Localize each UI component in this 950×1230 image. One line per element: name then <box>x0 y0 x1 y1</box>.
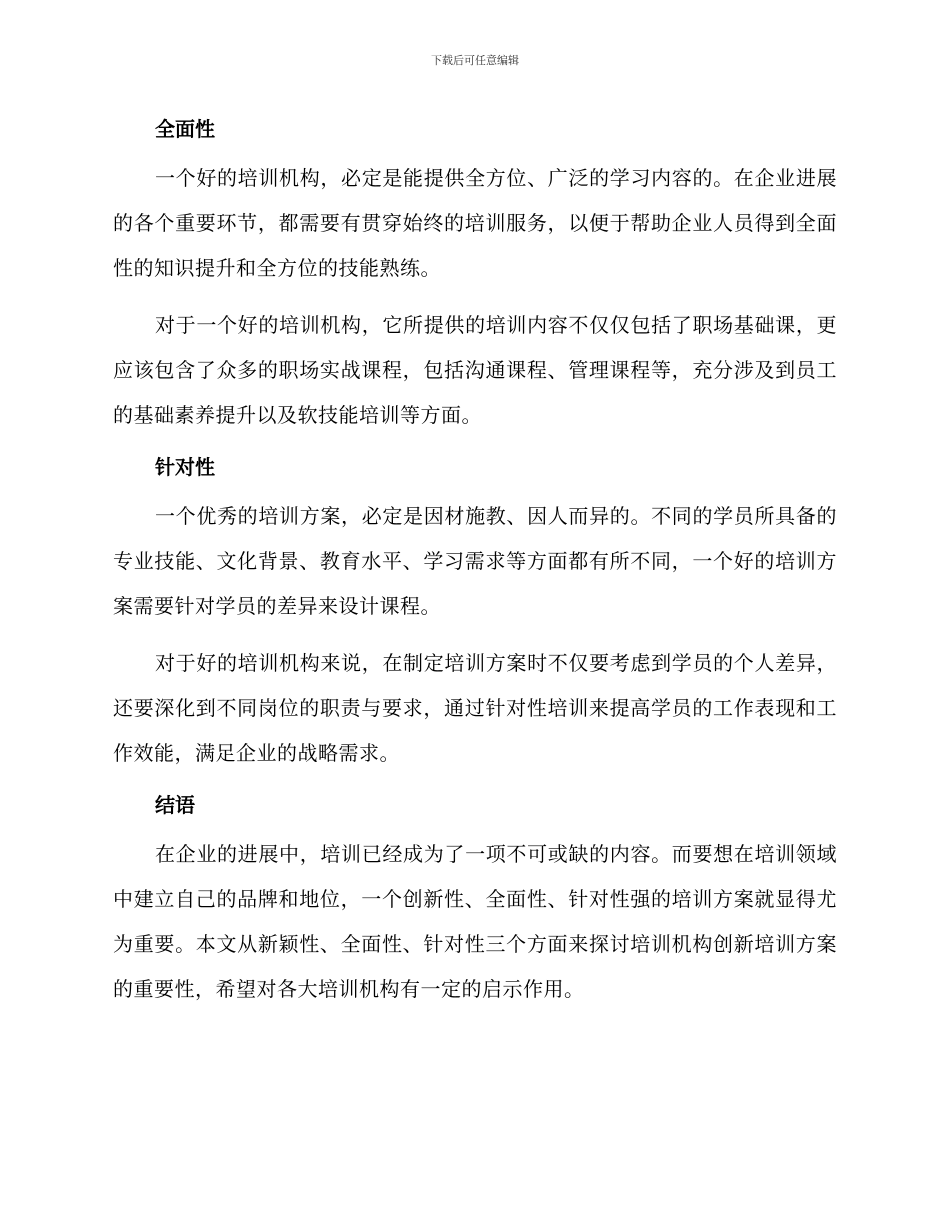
section-heading-comprehensive: 全面性 <box>155 117 215 141</box>
paragraph: 在企业的进展中，培训已经成为了一项不可或缺的内容。而要想在培训领域中建立自己的品牌和地位，一个创新性、全面性、针对性强的培训方案就显得尤为重要。本文从新颖性、全面性、针对性三个方面来探讨培训机构创新培训方案的重要性，希望对各大培训机构有一定的启示作用。 <box>113 842 837 1001</box>
section-heading-conclusion: 结语 <box>155 793 195 817</box>
paragraph: 一个好的培训机构，必定是能提供全方位、广泛的学习内容的。在企业进展的各个重要环节，都需要有贯穿始终的培训服务，以便于帮助企业人员得到全面性的知识提升和全方位的技能熟练。 <box>113 166 837 280</box>
document-body <box>113 114 837 1012</box>
page-header-note: 下载后可任意编辑 <box>431 54 519 67</box>
paragraph: 对于一个好的培训机构，它所提供的培训内容不仅仅包括了职场基础课，更应该包含了众多的职场实战课程，包括沟通课程、管理课程等，充分涉及到员工的基础素养提升以及软技能培训等方面。 <box>113 313 837 427</box>
section-heading-targeted: 针对性 <box>155 455 215 479</box>
paragraph: 对于好的培训机构来说，在制定培训方案时不仅要考虑到学员的个人差异，还要深化到不同岗位的职责与要求，通过针对性培训来提高学员的工作表现和工作效能，满足企业的战略需求。 <box>113 651 837 765</box>
paragraph: 一个优秀的培训方案，必定是因材施教、因人而异的。不同的学员所具备的专业技能、文化背景、教育水平、学习需求等方面都有所不同，一个好的培训方案需要针对学员的差异来设计课程。 <box>113 504 837 618</box>
